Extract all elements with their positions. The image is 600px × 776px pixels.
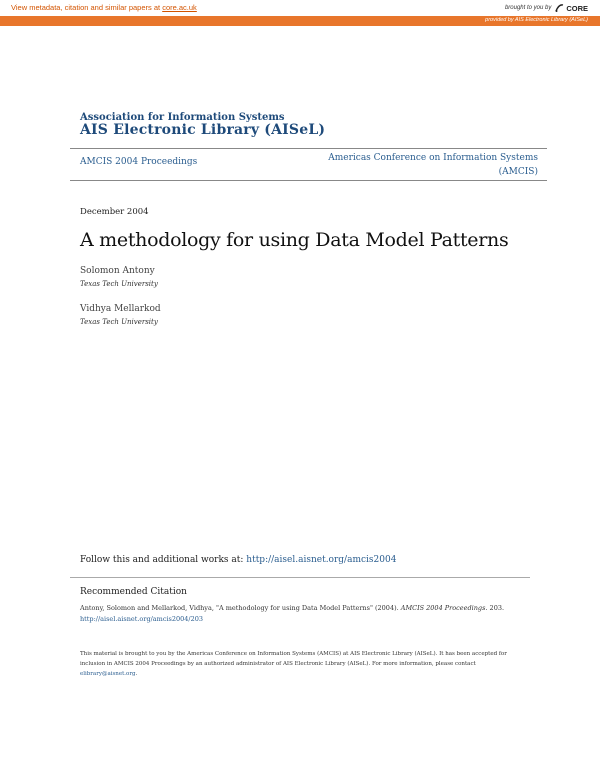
follow-label: Follow this and additional works at: [80,555,247,565]
citation-heading: Recommended Citation [80,587,187,597]
access-notice [80,649,530,679]
library-name[interactable]: AIS Electronic Library (AISeL) [80,122,326,138]
paper-title: A methodology for using Data Model Patterns [80,229,509,251]
citation-text [80,603,520,625]
author-name: Vidhya Mellarkod [80,304,161,314]
divider-top [70,148,547,149]
core-provided-bar [0,16,600,26]
core-logo-text: CORE [566,3,588,13]
proceedings-link[interactable]: AMCIS 2004 Proceedings [80,157,198,167]
divider-citation [70,577,530,578]
follow-link[interactable]: http://aisel.aisnet.org/amcis2004 [246,555,397,565]
author-name: Solomon Antony [80,266,155,276]
notice-text: This material is brought to you by the Americas Conference on Information Systems (AMCIS) at AIS Electronic Library (AISeL). It has been accepted for inclusion in AMCIS 2004 Proceedings by an authorized administrator of AIS Electronic Library (AISeL). For more information, please contact [80,651,507,667]
conference-link[interactable]: Americas Conference on Information Systems (AMCIS) [328,153,538,177]
citation-link[interactable]: http://aisel.aisnet.org/amcis2004/203 [80,615,204,623]
citation-authors: Antony, Solomon and Mellarkod, Vidhya, "A methodology for using Data Model Patterns" (2004). [80,604,401,612]
divider-bottom [70,180,547,181]
core-logo[interactable] [554,3,588,13]
core-banner [0,0,600,16]
brought-text: brought to you by [504,5,552,11]
publication-date: December 2004 [80,207,149,217]
citation-venue: AMCIS 2004 Proceedings [400,604,486,612]
author-affiliation: Texas Tech University [80,280,158,288]
author-affiliation: Texas Tech University [80,318,158,326]
core-link-text: View metadata, citation and similar papers at [11,3,163,12]
contact-email-link[interactable]: elibrary@aisnet.org [80,671,136,677]
core-metadata-link[interactable] [11,3,197,12]
core-logo-icon [554,3,564,13]
organization-name[interactable]: Association for Information Systems [80,112,285,123]
core-url[interactable]: core.ac.uk [162,3,197,12]
follow-works [80,555,396,565]
notice-end: . [135,671,138,677]
citation-suffix: . 203. [485,604,505,612]
brought-by [505,3,588,13]
provided-by-text: provided by AIS Electronic Library (AISeL) [485,17,588,23]
